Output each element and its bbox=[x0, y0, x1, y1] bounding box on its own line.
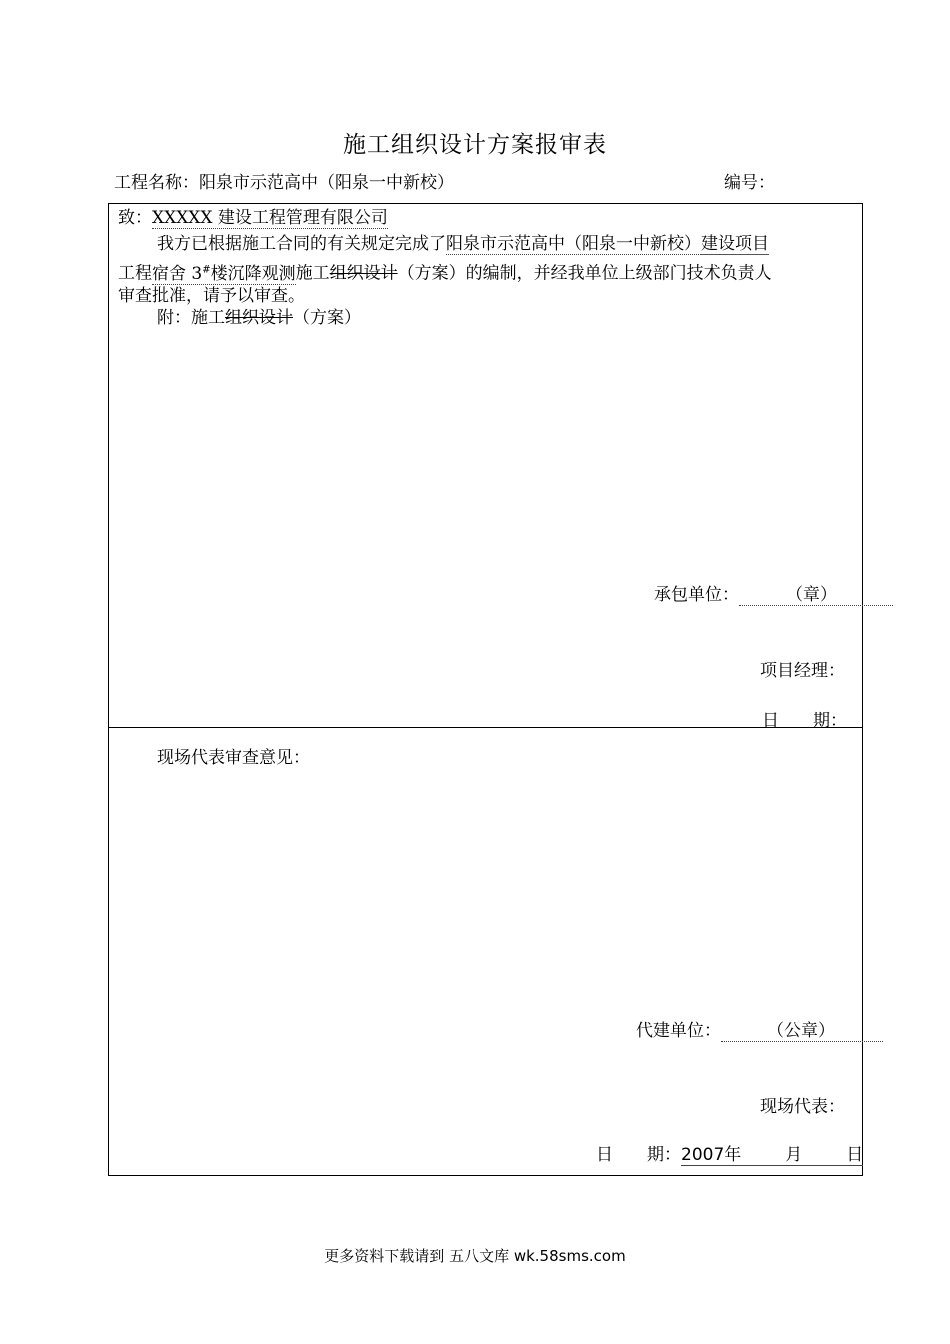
contractor-signature-row bbox=[654, 580, 893, 606]
to-company: XXXXX 建设工程管理有限公司 bbox=[152, 208, 388, 228]
contractor-seal-field bbox=[739, 580, 893, 606]
section-divider bbox=[108, 727, 863, 728]
body-text: 建设项目 bbox=[701, 234, 769, 254]
project-name: 阳泉市示范高中（阳泉一中新校） bbox=[199, 173, 454, 193]
review-opinion-label: 现场代表审查意见： bbox=[157, 748, 310, 768]
body-text: 我方已根据施工合同的有关规定完成了 bbox=[157, 234, 446, 254]
addressee-line bbox=[118, 205, 388, 231]
date-row-2 bbox=[596, 1140, 863, 1165]
date-label-1: 日 期： bbox=[762, 711, 847, 731]
building-ref bbox=[152, 264, 296, 285]
building-sup: # bbox=[202, 264, 211, 275]
building-desc: 楼沉降观测 bbox=[210, 263, 296, 284]
date-value bbox=[681, 1145, 863, 1166]
attachment-line bbox=[157, 305, 361, 331]
body-text: 施工 bbox=[295, 263, 330, 284]
date-label-2: 日 期： bbox=[596, 1145, 681, 1165]
to-label: 致： bbox=[118, 208, 152, 228]
footer-note: 更多资料下载请到 五八文库 wk.58sms.com bbox=[324, 1247, 626, 1265]
project-manager-label: 项目经理： bbox=[760, 661, 845, 681]
year-unit: 年 bbox=[724, 1145, 742, 1165]
agent-seal-field bbox=[721, 1016, 883, 1042]
struck-text: 组织设计 bbox=[225, 308, 293, 328]
form-title: 施工组织设计方案报审表 bbox=[343, 132, 607, 158]
project-name-row bbox=[114, 168, 454, 193]
contractor-seal: （章） bbox=[786, 585, 837, 605]
site-rep-label: 现场代表： bbox=[760, 1097, 845, 1117]
building-number: 宿舍 3 bbox=[152, 263, 203, 284]
body-text: （方案）的编制，并经我单位上级部门技术负责人 bbox=[397, 263, 772, 284]
body-text: 工程 bbox=[118, 263, 152, 284]
date-year: 2007 bbox=[681, 1145, 725, 1165]
month-unit: 月 bbox=[785, 1145, 803, 1165]
attach-text: （方案） bbox=[293, 308, 361, 328]
body-line-3: 审查批准，请予以审查。 bbox=[118, 286, 305, 306]
contractor-label: 承包单位： bbox=[654, 585, 739, 605]
body-line-1 bbox=[157, 231, 769, 257]
project-ref: 阳泉市示范高中（阳泉一中新校） bbox=[446, 234, 701, 254]
struck-text: 组织设计 bbox=[329, 263, 398, 284]
agent-signature-row bbox=[636, 1016, 883, 1042]
attach-text: 附：施工 bbox=[157, 308, 225, 328]
project-label: 工程名称： bbox=[114, 173, 199, 193]
day-unit: 日 bbox=[846, 1145, 864, 1165]
agent-label: 代建单位： bbox=[636, 1021, 721, 1041]
number-label: 编号： bbox=[724, 173, 775, 193]
agent-seal: （公章） bbox=[767, 1021, 835, 1041]
